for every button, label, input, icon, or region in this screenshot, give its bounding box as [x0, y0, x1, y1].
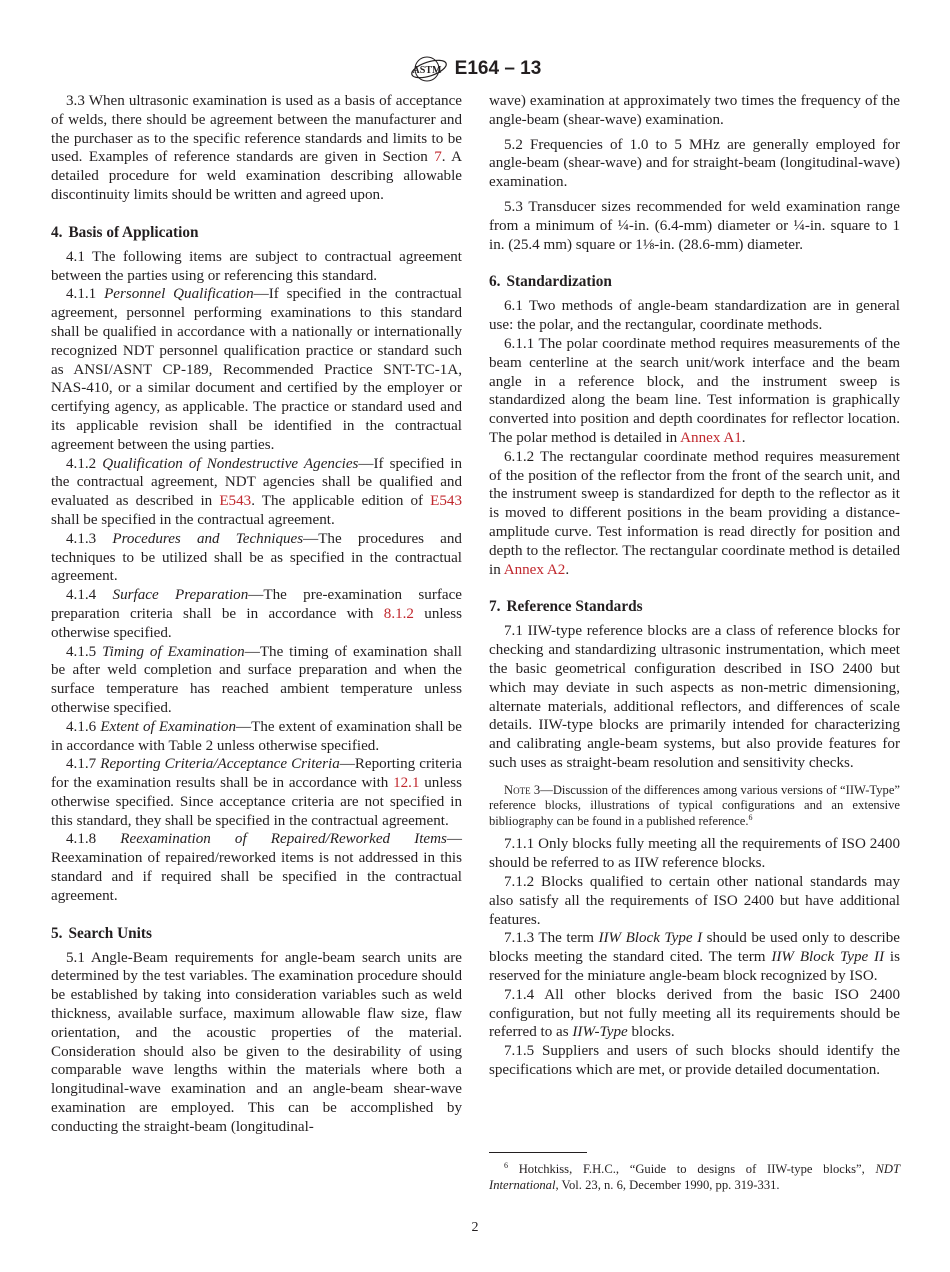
paragraph-7-1-5: 7.1.5 Suppliers and users of such blocks should identify the specifications which are met, or provide detailed documentation.: [489, 1043, 900, 1079]
link-e543[interactable]: E543: [219, 493, 252, 510]
footnote-ref-6[interactable]: 6: [748, 812, 753, 822]
link-8-1-2[interactable]: 8.1.2: [383, 605, 414, 622]
paragraph-3-3: 3.3 When ultrasonic examination is used as a basis of acceptance of welds, there should be agreement between the manufacturer and the purchaser as to the specific reference standards and limits to be used. Examples of reference standards are given in Section 7. A detailed procedure for weld examination describing allowable discontinuity limits should be written and agreed upon.: [51, 93, 462, 203]
paragraph-5-1: 5.1 Angle-Beam requirements for angle-beam search units are determined by the test variables. The examination procedure should be established by taking into consideration variables such as weld thickness, available surface, maximum allowable flaw size, flaw orientation, and the acoustic properties of the material. Consideration should also be given to the desirability of using comparable wave lengths within the materials where both a longitudinal-wave examination and an angle-beam shear-wave examination are employed. This can be accomplished by conducting the straight-beam (longitudinal-: [51, 949, 462, 1135]
paragraph-5-2: 5.2 Frequencies of 1.0 to 5 MHz are generally employed for angle-beam (shear-wave) and for straight-beam (longitudinal-wave) examination.: [489, 136, 900, 191]
paragraph-5-1-continued: wave) examination at approximately two times the frequency of the angle-beam (shear-wave) examination.: [489, 93, 900, 128]
paragraph-4-1-1: 4.1.1 Personnel Qualification—If specified in the contractual agreement, personnel performing examinations to this standard shall be qualified in accordance with a nationally or internationally recognized NDT personnel qualification practice or standard such as ANSI/ASNT CP-189, Recommended Practice SNT-TC-1A, NAS-410, or a similar document and certified by the employer or certifying agency, as applicable. The practice or standard used and its applicable revision shall be identified in the contractual agreement between the using parties.: [51, 286, 462, 453]
svg-text:ASTM: ASTM: [412, 65, 442, 76]
page-number: 2: [471, 1220, 479, 1235]
paragraph-7-1: 7.1 IIW-type reference blocks are a class of reference blocks for checking and standardizing ultrasonic instrumentation, which meet the basic geometrical configuration described in ISO 2400 but which may deviate in such aspects as non-metric dimensioning, alternate materials, additional reflectors, and differences of scale details. IIW-type blocks are primarily intended for characterizing and calibrating angle-beam systems, but also provide features for such uses as straight-beam resolution and sensitivity checks.: [489, 623, 900, 771]
footnote-divider: [489, 1152, 587, 1153]
paragraph-7-1-3: 7.1.3 The term IIW Block Type I should be used only to describe blocks meeting the standard cited. The term IIW Block Type II is reserved for the miniature angle-beam block recognized by ISO.: [489, 930, 901, 985]
paragraph-4-1-3: 4.1.3 Procedures and Techniques—The procedures and techniques to be utilized shall be as specified in the contractual agreement.: [51, 530, 462, 585]
astm-logo-icon: [409, 53, 449, 85]
paragraph-6-1-1: 6.1.1 The polar coordinate method requires measurements of the beam centerline at the search unit/work interface and the beam angle in a reference block, and the instrument sweep is standardized along the beam line. Test information is graphically converted into position and depth coordinates for reflector location. The polar method is detailed in Annex A1.: [489, 335, 900, 446]
left-column: [51, 92, 462, 1137]
document-id: E164 – 13: [454, 58, 542, 79]
paragraph-4-1-7: 4.1.7 Reporting Criteria/Acceptance Criteria—Reporting criteria for the examination results shall be in accordance with 12.1 unless otherwise specified. Since acceptance criteria are not specified in this standard, they shall be specified in the contractual agreement.: [51, 756, 462, 829]
paragraph-7-1-4: 7.1.4 All other blocks derived from the basic ISO 2400 configuration, but not fully meeting all its requirements should be referred to as IIW-Type blocks.: [489, 986, 900, 1041]
paragraph-4-1-6: 4.1.6 Extent of Examination—The extent of examination shall be in accordance with Table 2 unless otherwise specified.: [51, 718, 462, 754]
page-header: [0, 52, 950, 86]
link-annex-a2[interactable]: Annex A2: [503, 561, 566, 578]
paragraph-6-1-2: 6.1.2 The rectangular coordinate method requires measurement of the position of the reflector from the front of the search unit, and the instrument sweep is standardized for depth to the reflector as it is moved to different positions in the beam providing a distance-amplitude curve. Test information is read directly for position and depth to the reflector. The rectangular coordinate method is detailed in Annex A2.: [489, 448, 900, 578]
link-12-1[interactable]: 12.1: [393, 775, 420, 792]
paragraph-4-1-4: 4.1.4 Surface Preparation—The pre-examination surface preparation criteria shall be in accordance with 8.1.2 unless otherwise specified.: [51, 587, 463, 641]
link-e543[interactable]: E543: [430, 493, 462, 510]
section-heading-4: 4. Basis of Application: [51, 223, 199, 241]
link-section-7[interactable]: 7: [434, 149, 442, 166]
section-heading-5: 5. Search Units: [51, 924, 152, 942]
link-annex-a1[interactable]: Annex A1: [680, 429, 742, 446]
paragraph-4-1-5: 4.1.5 Timing of Examination—The timing of examination shall be after weld completion and surface preparation and when the surface temperature has reached ambient temperature unless otherwise specified.: [51, 643, 462, 716]
section-heading-6: 6. Standardization: [489, 273, 612, 291]
paragraph-6-1: 6.1 Two methods of angle-beam standardization are in general use: the polar, and the rectangular, coordinate methods.: [489, 298, 900, 334]
note-3: Note 3—Discussion of the differences among various versions of “IIW-Type” reference blocks, illustrations of typical configurations and an extensive bibliography can be found in a published reference.$^6$: [489, 782, 900, 828]
paragraph-7-1-1: 7.1.1 Only blocks fully meeting all the requirements of ISO 2400 should be referred to as IIW reference blocks.: [489, 836, 900, 872]
paragraph-7-1-2: 7.1.2 Blocks qualified to certain other national standards may also satisfy all the requirements of ISO 2400 but have additional features.: [489, 874, 900, 928]
section-heading-7: 7. Reference Standards: [489, 598, 643, 616]
paragraph-4-1-8: 4.1.8 Reexamination of Repaired/Reworked Items—Reexamination of repaired/reworked items is not addressed in this standard and if required shall be specified in the contractual agreement.: [51, 831, 462, 904]
paragraph-4-1: 4.1 The following items are subject to contractual agreement between the parties using or referencing this standard.: [51, 248, 462, 284]
paragraph-5-3: 5.3 Transducer sizes recommended for weld examination range from a minimum of ¼-in. (6.4-mm) diameter or ¼-in. square to 1 in. (25.4 mm) square or 1⅛-in. (28.6-mm) diameter.: [489, 198, 900, 253]
footnote-6: $^6$ Hotchkiss, F.H.C., “Guide to designs of IIW-type blocks”, NDT International, Vol. 23, n. 6, December 1990, pp. 319-331.: [489, 1160, 900, 1192]
paragraph-4-1-2: 4.1.2 Qualification of Nondestructive Agencies—If specified in the contractual agreement, NDT agencies shall be qualified and evaluated as described in E543. The applicable edition of E543 shall be specified in the contractual agreement.: [51, 455, 462, 528]
right-column: [489, 92, 900, 1080]
